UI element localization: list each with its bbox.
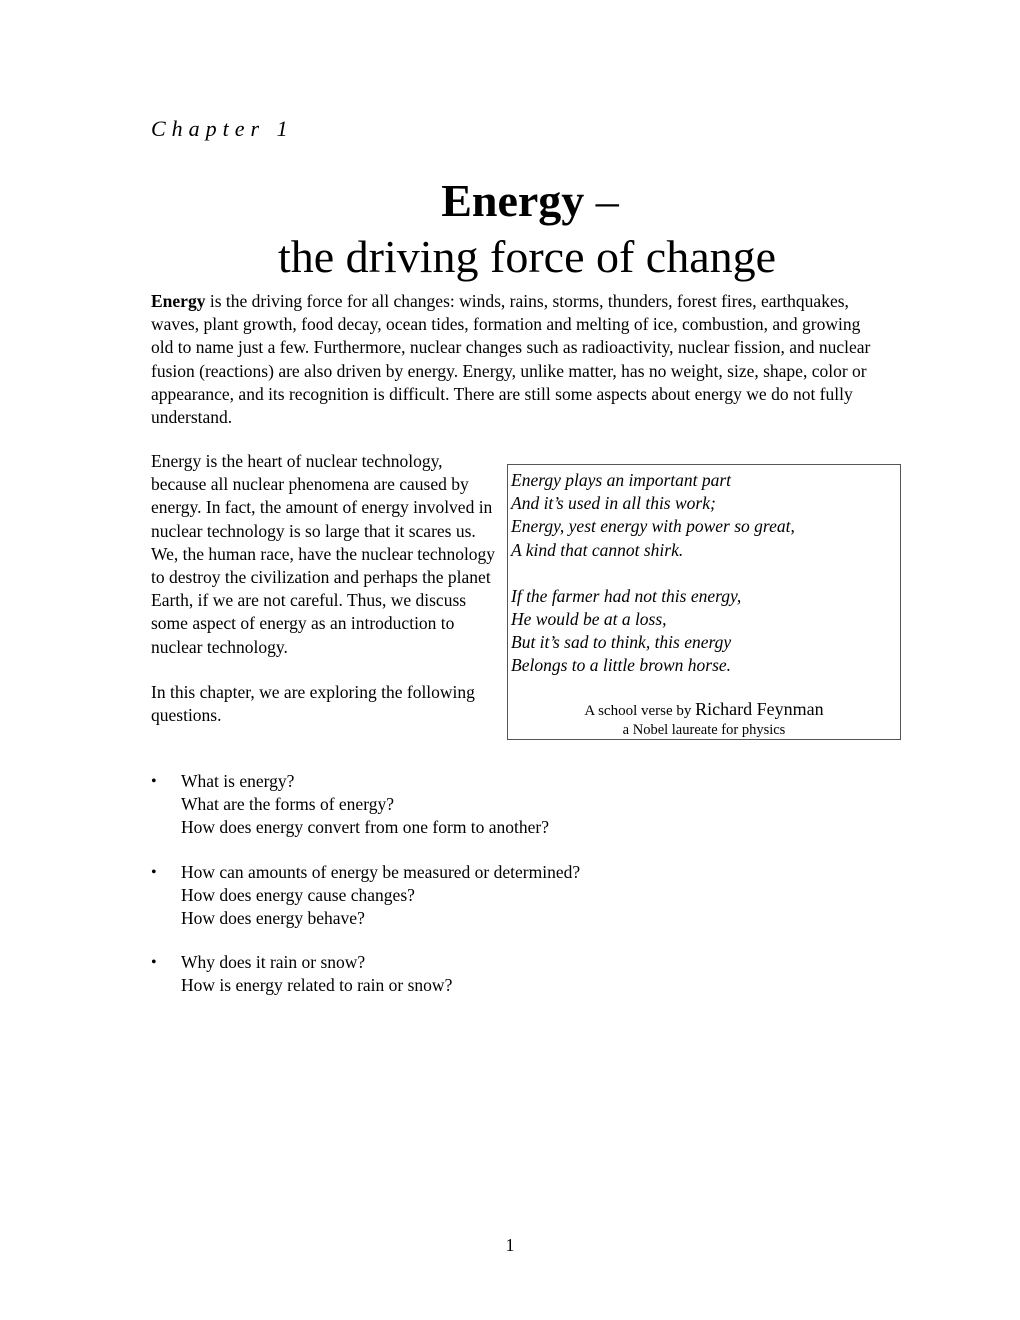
question-line: How can amounts of energy be measured or determined? [181,861,581,882]
intro-body-text: is the driving force for all changes: winds, rains, storms, thunders, forest fires, earthquakes, waves, plant growth, food decay, ocean tides, formation and melting of ice, combustion, and growing old to name just a few. Furthermore, nuclear changes such as radioactivity, nuclear fission, and nuclear fusion (reactions) are also driven by energy. Energy, unlike matter, has no weight, size, shape, color or appearance, and its recognition is difficult. There are still some aspects about energy we do not fully understand. [151,291,871,428]
chapter-label: Chapter 1 [151,116,294,141]
question-list [151,770,851,1019]
poem-stanza-1 [508,469,900,562]
poem-line: Belongs to a little brown horse. [511,655,732,676]
poem-line: If the farmer had not this energy, [511,585,742,606]
chapter-title [0,170,1020,282]
poem-line: Energy, yest energy with power so great, [511,516,795,537]
list-item [151,951,851,997]
poem-line: He would be at a loss, [511,609,667,630]
list-item [151,861,851,931]
list-item [151,770,851,840]
question-line: How does energy convert from one form to another? [181,817,550,838]
body-paragraph-nuclear: Energy is the heart of nuclear technology, because all nuclear phenomena are caused by energy. In fact, the amount of energy involved in nuclear technology is so large that it scares us. We, the human race, have the nuclear technology to destroy the civilization and perhaps the planet Earth, if we are not careful. Thus, we discuss some aspect of energy as an introduction to nuclear technology. [151,451,496,657]
author-note: a Nobel laureate for physics [622,722,786,738]
page-number: 1 [505,1235,515,1255]
question-line: Why does it rain or snow? [181,952,366,973]
poem-box [507,464,901,740]
bullet-icon: • [151,863,157,881]
intro-paragraph [151,290,871,429]
title-line-main [40,170,1020,232]
poem-line: A kind that cannot shirk. [511,539,684,560]
bullet-icon: • [151,954,157,972]
title-word: Energy [441,175,585,226]
poem-line: Energy plays an important part [511,470,732,490]
intro-lead-word: Energy [151,291,206,311]
attribution-line [508,698,900,722]
author-name: Richard Feynman [695,699,824,719]
question-line: How is energy related to rain or snow? [181,975,453,996]
question-line: How does energy behave? [181,908,365,929]
poem-attribution [508,698,900,738]
chapter-subtitle: the driving force of change [277,231,777,282]
question-line: What is energy? [181,771,295,791]
body-paragraph-questions-intro: In this chapter, we are exploring the following questions. [151,681,475,726]
poem-stanza-2 [508,585,900,678]
attribution-prefix: A school verse by [584,703,692,719]
question-line: How does energy cause changes? [181,884,415,905]
bullet-icon: • [151,773,157,790]
poem-line: And it’s used in all this work; [511,493,716,514]
question-line: What are the forms of energy? [181,794,394,815]
left-column [151,450,496,727]
title-dash: – [595,175,619,226]
poem-line: But it’s sad to think, this energy [511,632,732,653]
